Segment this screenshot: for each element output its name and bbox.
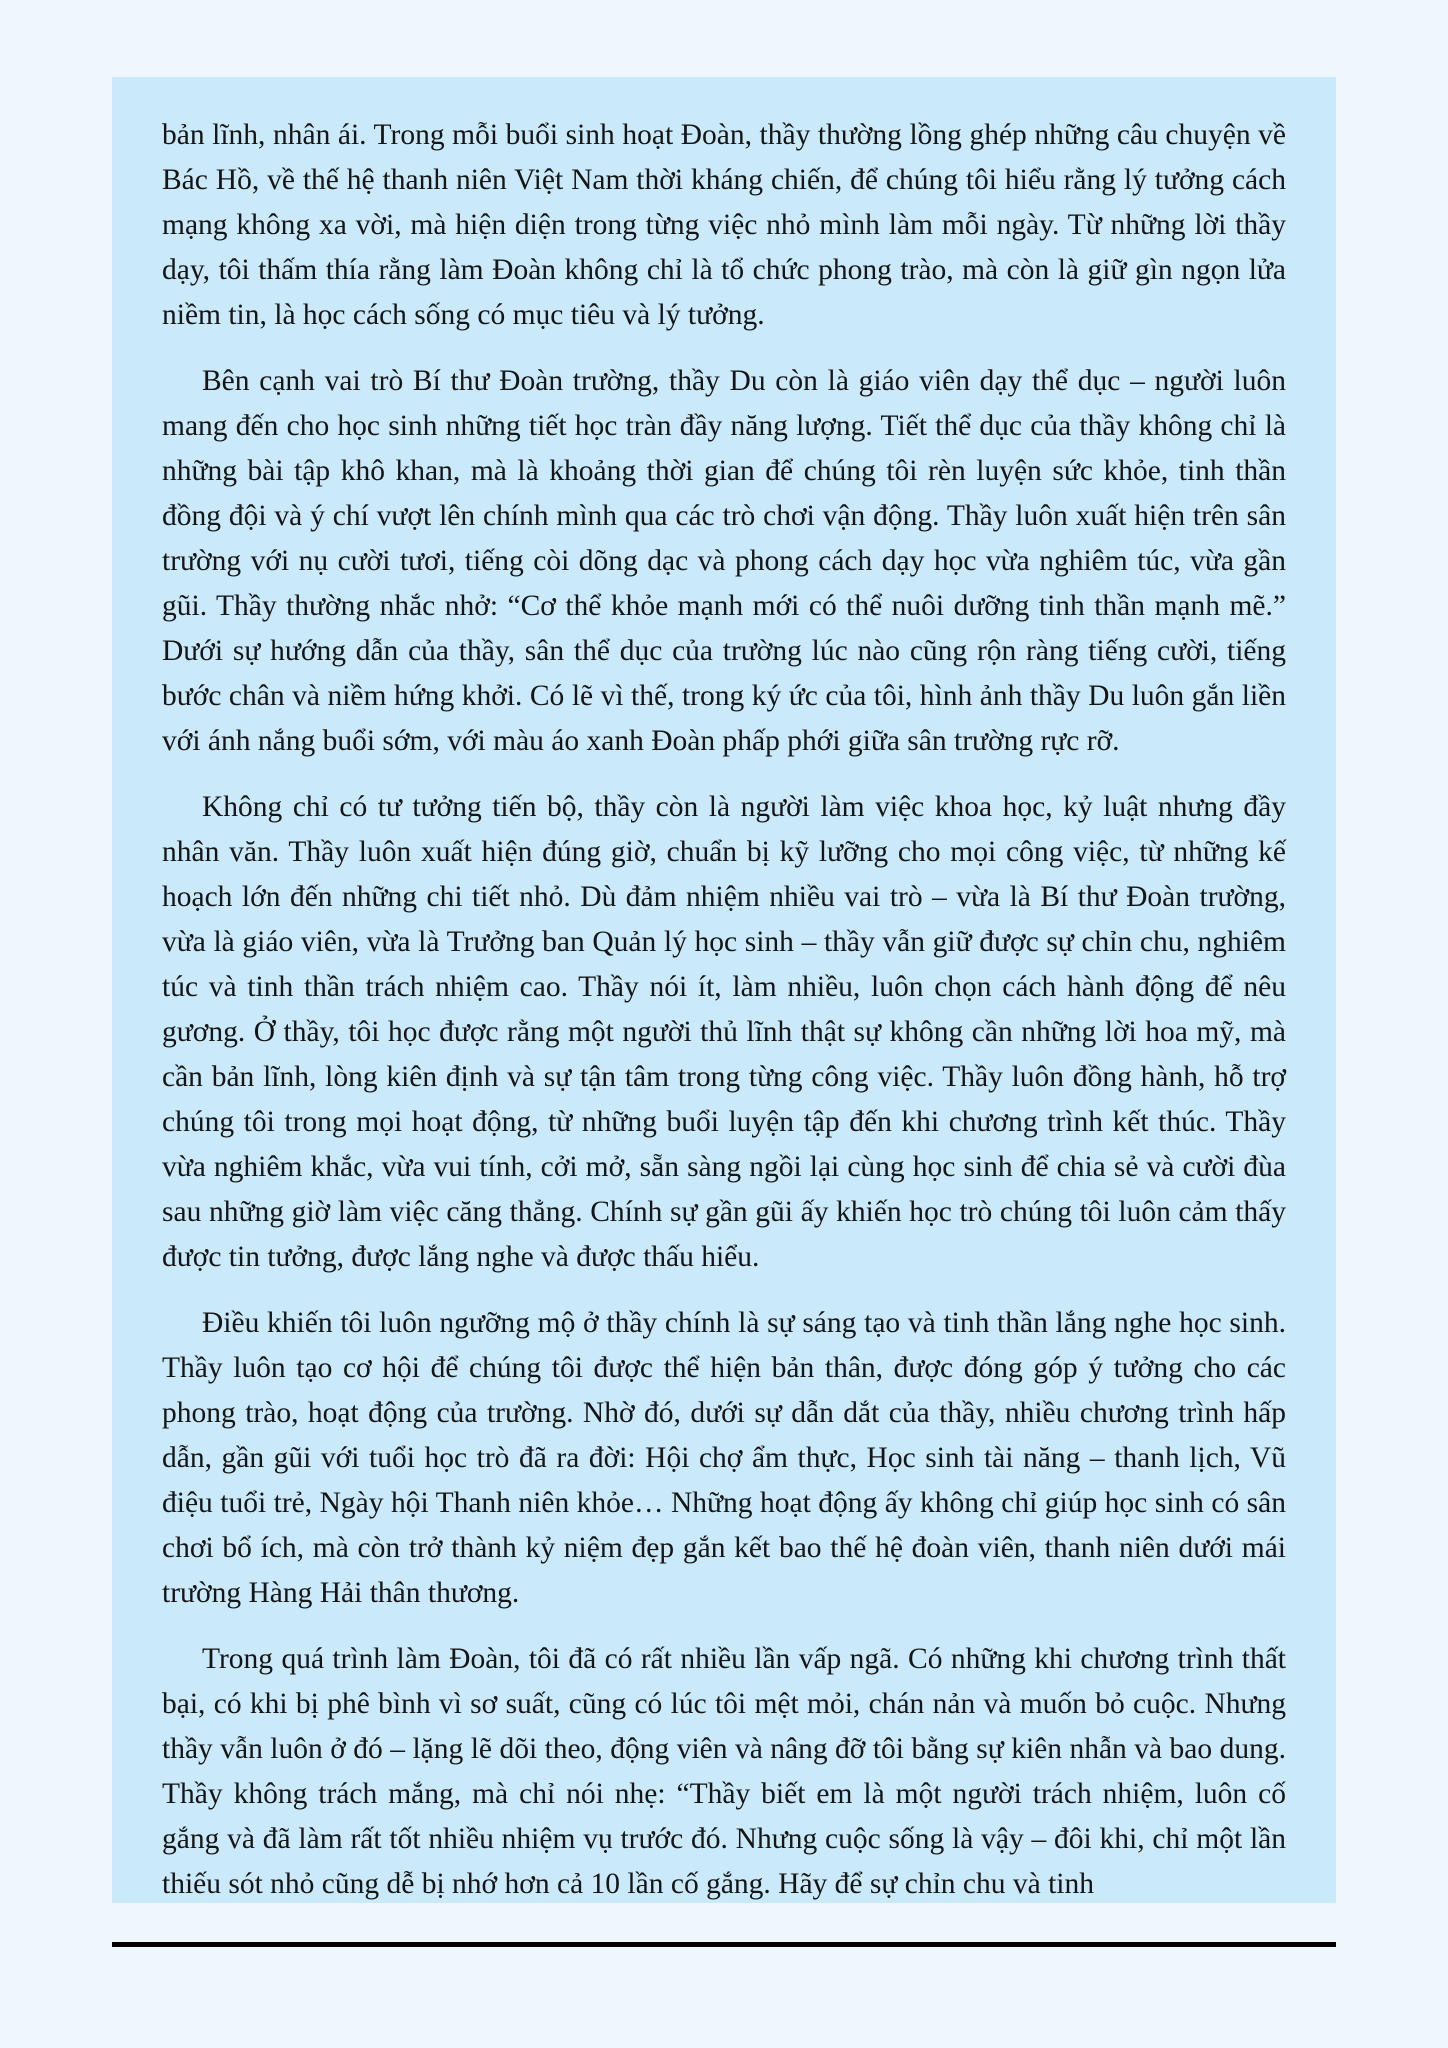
paragraph-1: bản lĩnh, nhân ái. Trong mỗi buổi sinh hoạt Đoàn, thầy thường lồng ghép những câu chuyện về Bác Hồ, về thế hệ thanh niên Việt Nam thời kháng chiến, để chúng tôi hiểu rằng lý tưởng cách mạng không xa vời, mà hiện diện trong từng việc nhỏ mình làm mỗi ngày. Từ những lời thầy dạy, tôi thấm thía rằng làm Đoàn không chỉ là tổ chức phong trào, mà còn là giữ gìn ngọn lửa niềm tin, là học cách sống có mục tiêu và lý tưởng. [162, 119, 1286, 331]
paragraph-4: Điều khiến tôi luôn ngưỡng mộ ở thầy chính là sự sáng tạo và tinh thần lắng nghe học sinh. Thầy luôn tạo cơ hội để chúng tôi được thể hiện bản thân, được đóng góp ý tưởng cho các phong trào, hoạt động của trường. Nhờ đó, dưới sự dẫn dắt của thầy, nhiều chương trình hấp dẫn, gần gũi với tuổi học trò đã ra đời: Hội chợ ẩm thực, Học sinh tài năng – thanh lịch, Vũ điệu tuổi trẻ, Ngày hội Thanh niên khỏe… Những hoạt động ấy không chỉ giúp học sinh có sân chơi bổ ích, mà còn trở thành kỷ niệm đẹp gắn kết bao thế hệ đoàn viên, thanh niên dưới mái trường Hàng Hải thân thương. [162, 1307, 1286, 1609]
paragraph-3: Không chỉ có tư tưởng tiến bộ, thầy còn là người làm việc khoa học, kỷ luật nhưng đầy nhân văn. Thầy luôn xuất hiện đúng giờ, chuẩn bị kỹ lưỡng cho mọi công việc, từ những kế hoạch lớn đến những chi tiết nhỏ. Dù đảm nhiệm nhiều vai trò – vừa là Bí thư Đoàn trường, vừa là giáo viên, vừa là Trưởng ban Quản lý học sinh – thầy vẫn giữ được sự chỉn chu, nghiêm túc và tinh thần trách nhiệm cao. Thầy nói ít, làm nhiều, luôn chọn cách hành động để nêu gương. Ở thầy, tôi học được rằng một người thủ lĩnh thật sự không cần những lời hoa mỹ, mà cần bản lĩnh, lòng kiên định và sự tận tâm trong từng công việc. Thầy luôn đồng hành, hỗ trợ chúng tôi trong mọi hoạt động, từ những buổi luyện tập đến khi chương trình kết thúc. Thầy vừa nghiêm khắc, vừa vui tính, cởi mở, sẵn sàng ngồi lại cùng học sinh để chia sẻ và cười đùa sau những giờ làm việc căng thẳng. Chính sự gần gũi ấy khiến học trò chúng tôi luôn cảm thấy được tin tưởng, được lắng nghe và được thấu hiểu. [162, 791, 1286, 1273]
footer-rule [112, 1942, 1336, 1947]
paragraph-2: Bên cạnh vai trò Bí thư Đoàn trường, thầy Du còn là giáo viên dạy thể dục – người luôn mang đến cho học sinh những tiết học tràn đầy năng lượng. Tiết thể dục của thầy không chỉ là những bài tập khô khan, mà là khoảng thời gian để chúng tôi rèn luyện sức khỏe, tinh thần đồng đội và ý chí vượt lên chính mình qua các trò chơi vận động. Thầy luôn xuất hiện trên sân trường với nụ cười tươi, tiếng còi dõng dạc và phong cách dạy học vừa nghiêm túc, vừa gần gũi. Thầy thường nhắc nhở: “Cơ thể khỏe mạnh mới có thể nuôi dưỡng tinh thần mạnh mẽ.” Dưới sự hướng dẫn của thầy, sân thể dục của trường lúc nào cũng rộn ràng tiếng cười, tiếng bước chân và niềm hứng khởi. Có lẽ vì thế, trong ký ức của tôi, hình ảnh thầy Du luôn gắn liền với ánh nắng buổi sớm, với màu áo xanh Đoàn phấp phới giữa sân trường rực rỡ. [162, 365, 1286, 757]
paragraph-5: Trong quá trình làm Đoàn, tôi đã có rất nhiều lần vấp ngã. Có những khi chương trình thất bại, có khi bị phê bình vì sơ suất, cũng có lúc tôi mệt mỏi, chán nản và muốn bỏ cuộc. Nhưng thầy vẫn luôn ở đó – lặng lẽ dõi theo, động viên và nâng đỡ tôi bằng sự kiên nhẫn và bao dung. Thầy không trách mắng, mà chỉ nói nhẹ: “Thầy biết em là một người trách nhiệm, luôn cố gắng và đã làm rất tốt nhiều nhiệm vụ trước đó. Nhưng cuộc sống là vậy – đôi khi, chỉ một lần thiếu sót nhỏ cũng dễ bị nhớ hơn cả 10 lần cố gắng. Hãy để sự chỉn chu và tinh [162, 1643, 1286, 1900]
text-panel [112, 77, 1336, 1903]
